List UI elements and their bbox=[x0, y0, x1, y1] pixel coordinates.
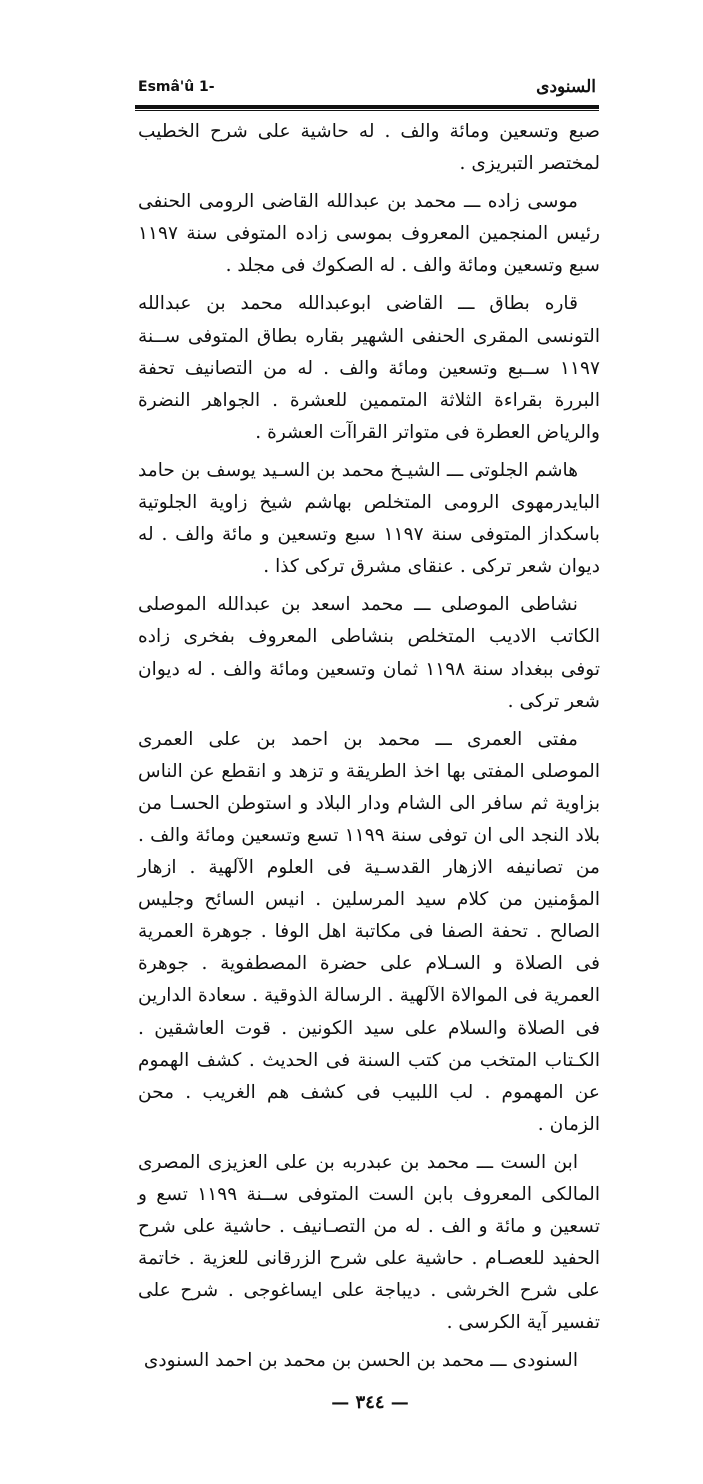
entry-musa-zadeh: موسى زاده ـــ محمد بن عبدالله القاضى الرومى الحنفى رئيس المنجمين المعروف بموسى زاده المتوفى سنة ١١٩٧ سبع وتسعين ومائة والف . له الصكوك فى مجلد . bbox=[138, 191, 600, 277]
entry-hashim-al-jalwati: هاشم الجلوتى ـــ الشيـخ محمد بن السـيد يوسف بن حامد البايدرمهوى الرومى المتخلص بهاشم شيخ زاوية الجلوتية باسكداز المتوفى سنة ١١٩٧ سبع وتسعين و مائة والف . له ديوان شعر تركى . عنقاى مشرق تركى كذا . bbox=[138, 459, 600, 578]
entry-al-sanudi: السنودى ـــ محمد بن الحسن بن محمد بن احمد السنودى bbox=[143, 1350, 578, 1372]
running-title: السنودى bbox=[536, 77, 596, 97]
header-rule-thin bbox=[135, 110, 599, 111]
entry-nashati-al-mawsili: نشاطى الموصلى ـــ محمد اسعد بن عبدالله الموصلى الكاتب الاديب المتخلص بنشاطى المعروف بفخرى زاده توفى ببغداد سنة ١١٩٨ ثمان وتسعين ومائة والف . له ديوان شعر تركى . bbox=[138, 594, 600, 712]
entry-ibn-al-sitt: ابن الست ـــ محمد بن عبدربه بن على العزيزى المصرى المالكى المعروف بابن الست المتوفى ســنة ١١٩٩ تسع و تسعين و مائة و الف . له من التصـانيف . حاشية على شرح الحفيد للعصـام . حاشية على شرح الزرقانى للعزية . خاتمة على شرح الخرشى . ديباجة على ايساغوجى . شرح على تفسير آية الكرسى . bbox=[138, 1151, 600, 1334]
page-number: — ٣٤٤ — bbox=[331, 1392, 409, 1413]
entry-mufti-al-umari: مفتى العمرى ـــ محمد بن احمد بن على العمرى الموصلى المفتى بها اخذ الطريقة و تزهد و انقطع عن الناس بزاوية ثم سافر الى الشام ودار البلاد و استوطن الحسـا من بلاد النجد الى ان توفى سنة ١١٩٩ تسع وتسعين ومائة والف . من تصانيفه الازهار القدسـية فى العلوم الآلهية . ازهار المؤمنين من كلام سيد المرسلين . انيس السائح وجليس الصالح . تحفة الصفا فى مكاتبة اهل الوفا . جوهرة العمرية فى الصلاة و السـلام على حضرة المصطفوية . جوهرة العمرية فى الموالاة الآلهية . الرسالة الذوقية . سعادة الدارين فى الصلاة والسلام على سيد الكونين . قوت العاشقين . الكـتاب المتخب من كتب السنة فى الحديث . كشف الهموم عن المهموم . لب اللبيب فى كشف هم الغريب . محن الزمان . bbox=[138, 728, 600, 1135]
page-header bbox=[138, 70, 596, 104]
entry-continuation: صبع وتسعين ومائة والف . له حاشية على شرح الخطيب لمختصر التبريزى . bbox=[138, 121, 600, 175]
header-code: Esmâ'û 1- bbox=[138, 79, 215, 95]
header-rule bbox=[135, 105, 599, 109]
text-body bbox=[138, 116, 600, 1378]
entry-qara-bataq: قاره بطاق ـــ القاضى ابوعبدالله محمد بن عبدالله التونسى المقرى الحنفى الشهير بقاره بطاق المتوفى ســنة ١١٩٧ ســبع وتسعين ومائة والف . له من التصانيف تحفة البررة بقراءة الثلاثة المتممين للعشرة . الجواهر النضرة والرياض العطرة فى متواتر القراآت العشرة . bbox=[138, 293, 600, 443]
